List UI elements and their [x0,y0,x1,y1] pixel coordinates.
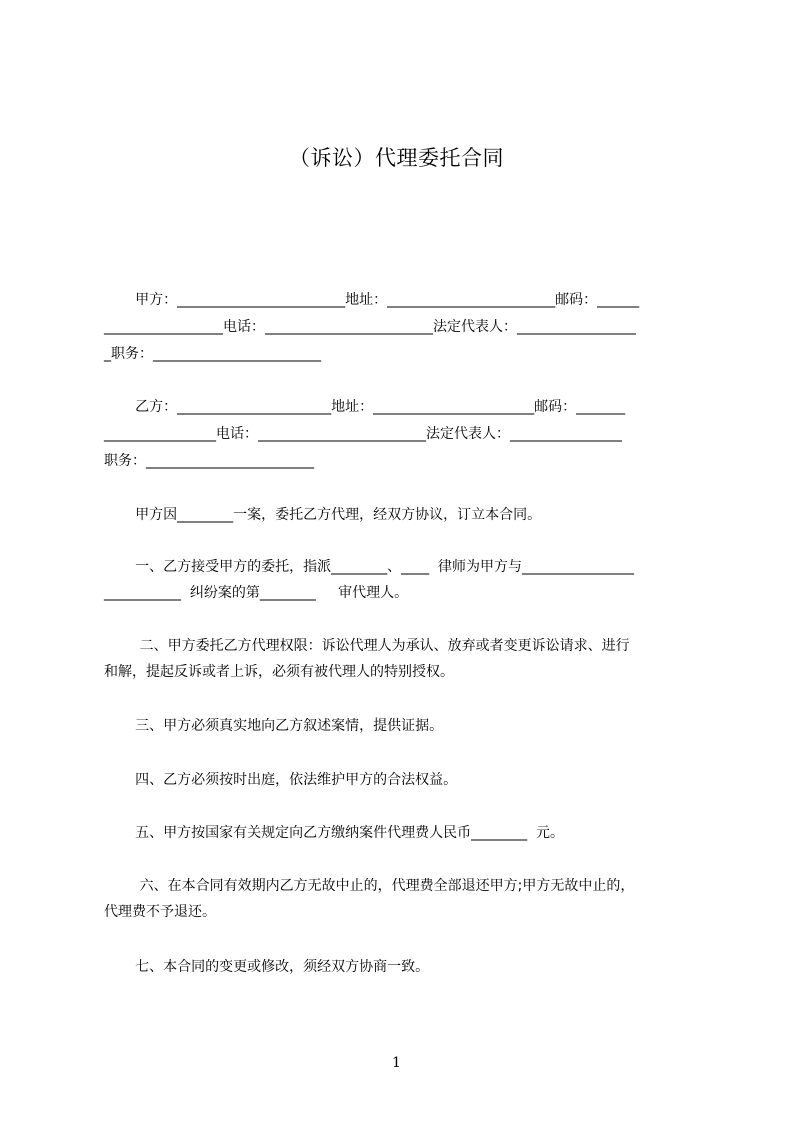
party-a-line-1: 甲方：________________________地址：________________________邮码：______ [104,292,640,308]
party-b-line-3: 职务：________________________ [104,453,314,469]
clause-7-line: 七、本合同的变更或修改，须经双方协商一致。 [104,959,430,975]
clause-4-line: 四、乙方必须按时出庭，依法维护甲方的合法权益。 [104,772,458,788]
page-number: 1 [392,1055,401,1071]
clause-1-line-1: 一、乙方接受甲方的委托，指派________、____ 律师为甲方与________________ [104,559,635,575]
clause-2-line-1: 二、甲方委托乙方代理权限：诉讼代理人为承认、放弃或者变更诉讼请求、进行 [104,638,630,654]
party-a-line-3: _职务：________________________ [104,346,321,362]
clause-2-line-2: 和解，提起反诉或者上诉，必须有被代理人的特别授权。 [104,664,454,680]
clause-3-line: 三、甲方必须真实地向乙方叙述案情，提供证据。 [104,718,444,734]
clause-6-line-1: 六、在本合同有效期内乙方无故中止的，代理费全部退还甲方;甲方无故中止的， [104,878,635,894]
party-b-line-2: ________________电话：________________________法定代表人：________________ [104,426,622,442]
party-a-line-2: _________________电话：________________________法定代表人：_________________ [104,319,636,335]
document-title: （诉讼）代理委托合同 [289,146,504,170]
clause-6-line-2: 代理费不予退还。 [104,904,216,920]
preamble-line: 甲方因________一案，委托乙方代理，经双方协议，订立本合同。 [104,507,542,523]
clause-5-line: 五、甲方按国家有关规定向乙方缴纳案件代理费人民币________ 元。 [104,825,565,841]
party-b-line-1: 乙方：______________________地址：_______________________邮码：_______ [104,399,626,415]
clause-1-line-2: ___________ 纠纷案的第________ 审代理人。 [104,585,409,601]
